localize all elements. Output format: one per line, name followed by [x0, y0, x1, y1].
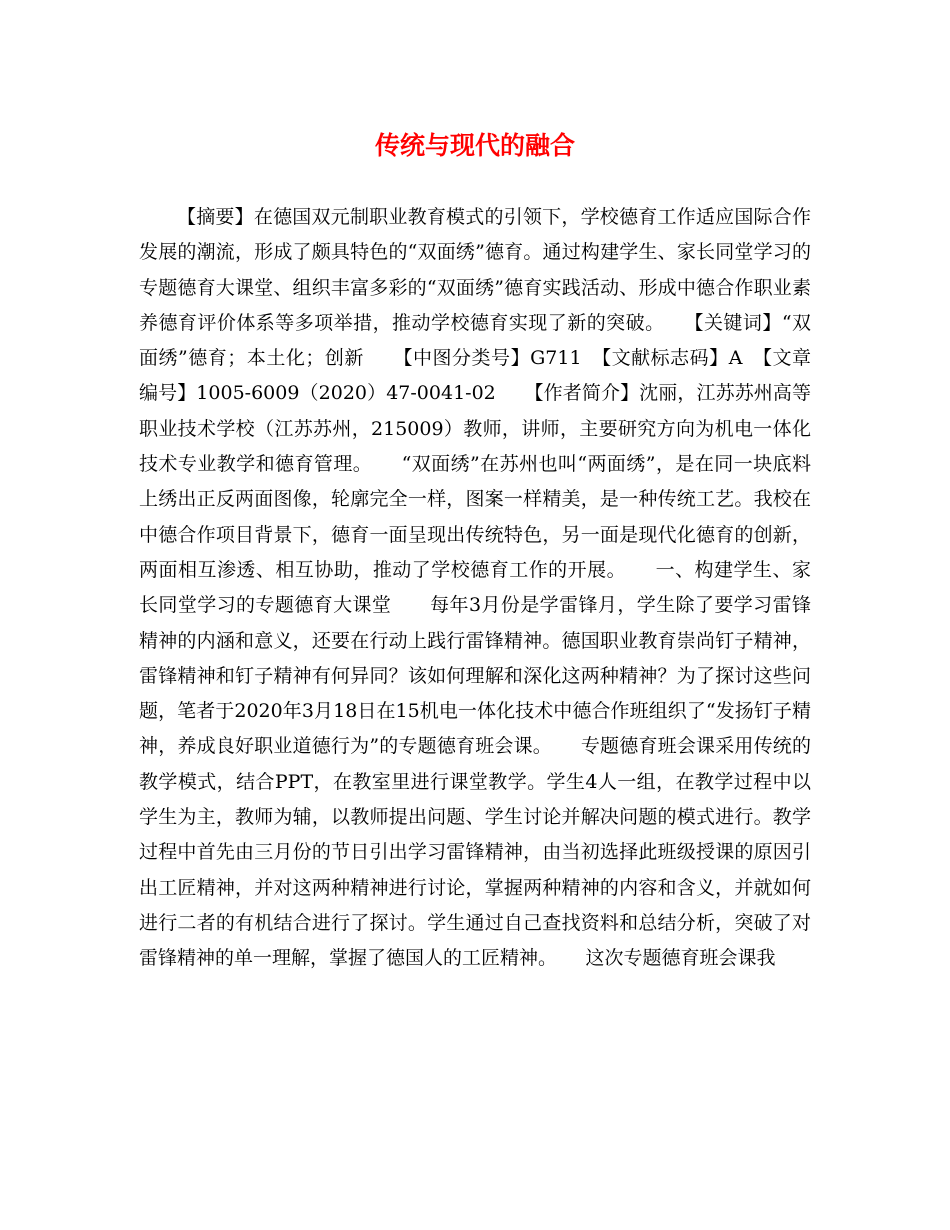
document-body: 【摘要】在德国双元制职业教育模式的引领下，学校德育工作适应国际合作发展的潮流，形成了颇具特色的“双面绣”德育。通过构建学生、家长同堂学习的专题德育大课堂、组织丰富多彩的“双面绣”德育实践活动、形成中德合作职业素养德育评价体系等多项举措，推动学校德育实现了新的突破。 【关键词】“双面绣”德育；本土化；创新 【中图分类号】G711 【文献标志码】A 【文章编号】1005-6009（2020）47-0041-02 【作者简介】沈丽，江苏苏州高等职业技术学校（江苏苏州，215009）教师，讲师，主要研究方向为机电一体化技术专业教学和德育管理。 “双面绣”在苏州也叫“两面绣”，是在同一块底料上绣出正反两面图像，轮廓完全一样，图案一样精美，是一种传统工艺。我校在中德合作项目背景下，德育一面呈现出传统特色，另一面是现代化德育的创新，两面相互渗透、相互协助，推动了学校德育工作的开展。 一、构建学生、家长同堂学习的专题德育大课堂 每年3月份是学雷锋月，学生除了要学习雷锋精神的内涵和意义，还要在行动上践行雷锋精神。德国职业教育崇尚钉子精神，雷锋精神和钉子精神有何异同？该如何理解和深化这两种精神？为了探讨这些问题，笔者于2020年3月18日在15机电一体化技术中德合作班组织了“发扬钉子精神，养成良好职业道德行为”的专题德育班会课。 专题德育班会课采用传统的教学模式，结合PPT，在教室里进行课堂教学。学生4人一组，在教学过程中以学生为主，教师为辅，以教师提出问题、学生讨论并解决问题的模式进行。教学过程中首先由三月份的节日引出学习雷锋精神，由当初选择此班级授课的原因引出工匠精神，并对这两种精神进行讨论，掌握两种精神的内容和含义，并就如何进行二者的有机结合进行了探讨。学生通过自己查找资料和总结分析，突破了对雷锋精神的单一理解，掌握了德国人的工匠精神。 这次专题德育班会课我: [139, 206, 811, 970]
document-title: 传统与现代的融合: [374, 131, 575, 160]
